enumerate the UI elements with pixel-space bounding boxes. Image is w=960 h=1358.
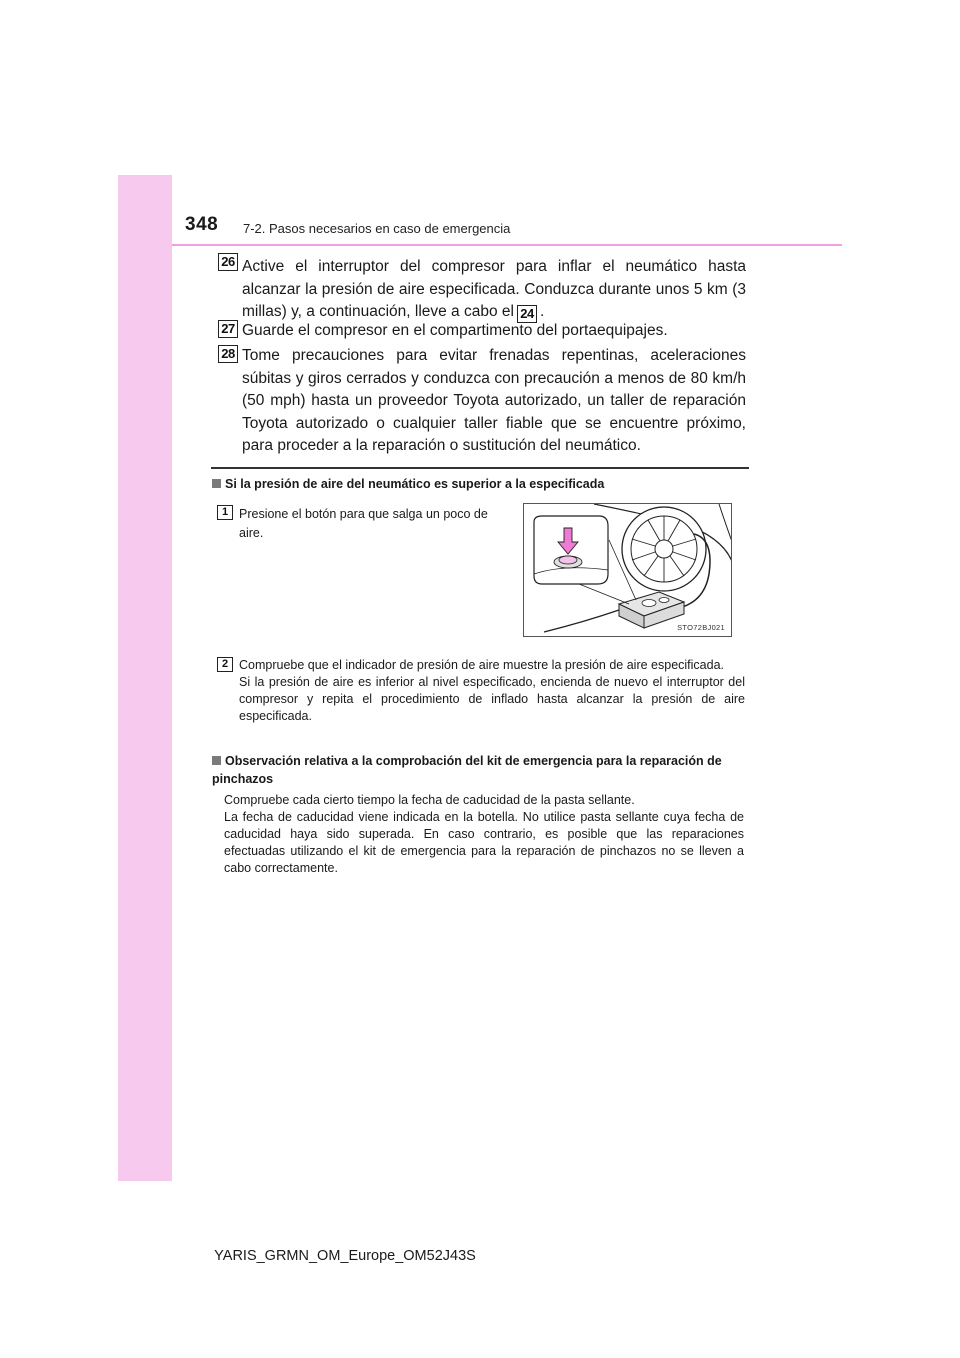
section-heading xyxy=(212,752,748,788)
step-number-badge: 2 xyxy=(217,657,233,672)
step-text-part: Active el interruptor del compresor para inflar el neumático hasta alcanzar la presión de aire especificada. Conduzca durante unos 5 km (3 millas) y, a continuación, lleve a cabo el xyxy=(242,258,746,320)
paragraph: Compruebe que el indicador de presión de aire muestre la presión de aire especificada. xyxy=(239,658,725,672)
section-divider xyxy=(211,467,749,469)
step-number-badge: 26 xyxy=(218,253,238,271)
note-body xyxy=(224,792,744,877)
step-ref-badge: 24 xyxy=(517,305,537,323)
step-number-badge: 27 xyxy=(218,320,238,338)
paragraph: Compruebe cada cierto tiempo la fecha de caducidad de la pasta sellante. xyxy=(224,793,635,807)
header-rule xyxy=(172,244,842,246)
step-text-part: . xyxy=(539,303,545,320)
square-bullet-icon xyxy=(212,756,221,765)
step-2-text xyxy=(239,657,745,725)
paragraph: Si la presión de aire es inferior al nivel especificado, encienda de nuevo el interruptor del compresor y repita el procedimiento de inflado hasta alcanzar la presión de aire especificada. xyxy=(239,675,745,723)
step-number-badge: 1 xyxy=(217,505,233,520)
page-number: 348 xyxy=(185,214,219,235)
heading-text: Si la presión de aire del neumático es superior a la especificada xyxy=(225,477,605,491)
square-bullet-icon xyxy=(212,479,221,488)
compressor-illustration xyxy=(523,503,732,637)
section-heading xyxy=(212,475,752,493)
figure-code: STO72BJ021 xyxy=(677,623,725,632)
tire-compressor-drawing xyxy=(524,504,732,637)
document-id: YARIS_GRMN_OM_Europe_OM52J43S xyxy=(214,1248,476,1264)
step-26-text xyxy=(242,256,746,324)
paragraph: La fecha de caducidad viene indicada en la botella. No utilice pasta sellante cuya fecha de caducidad haya sido superada. En caso contrario, es posible que las reparaciones efectuadas utilizando el kit de emergencia para la reparación de pinchazos no se lleven a cabo correctamente. xyxy=(224,810,744,875)
step-27-text: Guarde el compresor en el compartimento del portaequipajes. xyxy=(242,322,668,339)
step-number-badge: 28 xyxy=(218,345,238,363)
page-side-tab xyxy=(118,175,172,1181)
step-1-text: Presione el botón para que salga un poco de aire. xyxy=(239,507,488,540)
step-28-text: Tome precauciones para evitar frenadas repentinas, aceleraciones súbitas y giros cerrados y conduzca con precaución a menos de 80 km/h (50 mph) hasta un proveedor Toyota autorizado, un taller de reparación Toyota autorizado o cualquier taller fiable que se encuentre próximo, para proceder a la reparación o sustitución del neumático. xyxy=(242,347,746,454)
section-title: 7-2. Pasos necesarios en caso de emergencia xyxy=(243,221,511,236)
heading-text: Observación relativa a la comprobación del kit de emergencia para la reparación de pinchazos xyxy=(212,754,722,786)
